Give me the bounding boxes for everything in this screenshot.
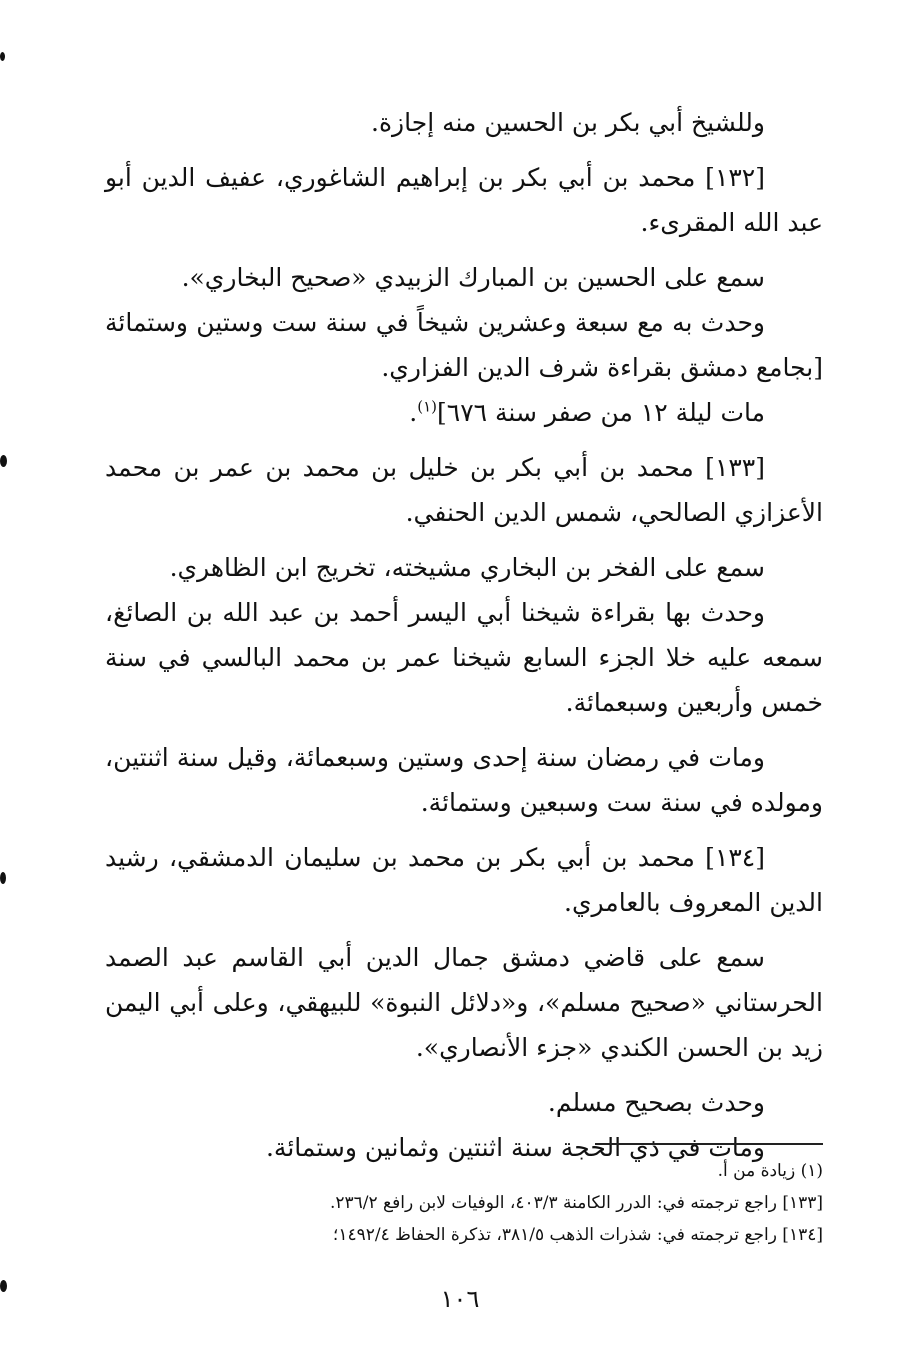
paragraph-7: وحدث بها بقراءة شيخنا أبي اليسر أحمد بن عبد الله بن الصائغ، سمعه عليه خلا الجزء السابع شيخنا عمر بن محمد البالسي في سنة خمس وأربعين وسبعمائة.	[105, 598, 823, 717]
paragraph-entry-132: [١٣٢] محمد بن أبي بكر بن إبراهيم الشاغوري، عفيف الدين أبو عبد الله المقرىء.	[105, 163, 823, 237]
paragraph-10: سمع على قاضي دمشق جمال الدين أبي القاسم عبد الصمد الحرستاني «صحيح مسلم»، و«دلائل النبوة» للبيهقي، وعلى أبي اليمن زيد بن الحسن الكندي «جزء الأنصاري».	[105, 943, 823, 1062]
paragraph-2: سمع على الحسين بن المبارك الزبيدي «صحيح البخاري».	[181, 263, 765, 292]
page-number: ١٠٦	[440, 1285, 480, 1313]
paragraph-11: وحدث بصحيح مسلم.	[547, 1088, 765, 1117]
footnote-1: (١) زيادة من أ.	[717, 1161, 823, 1181]
footnote-133: [١٣٣] راجع ترجمته في: الدرر الكامنة ٤٠٣/٣، الوفيات لابن رافع ٢٣٦/٢.	[329, 1193, 823, 1213]
footnote-ref: (١)	[417, 397, 438, 416]
paragraph-4-text: مات ليلة ١٢ من صفر سنة ٦٧٦]	[437, 398, 765, 427]
paragraph-3: وحدث به مع سبعة وعشرين شيخاً في سنة ست وستين وستمائة [بجامع دمشق بقراءة شرف الدين الفزاري.	[105, 308, 823, 382]
paragraph-12: ومات في ذي الحجة سنة اثنتين وثمانين وستمائة.	[265, 1133, 765, 1162]
main-text	[105, 100, 823, 1170]
paragraph-0: وللشيخ أبي بكر بن الحسين منه إجازة.	[371, 108, 765, 137]
scan-mark-bottom-left	[0, 1280, 7, 1292]
scan-mark-top-left	[0, 52, 5, 61]
paragraph-entry-134: [١٣٤] محمد بن أبي بكر بن محمد بن سليمان الدمشقي، رشيد الدين المعروف بالعامري.	[105, 843, 823, 917]
paragraph-8: ومات في رمضان سنة إحدى وستين وسبعمائة، وقيل سنة اثنتين، ومولده في سنة ست وسبعين وستمائة.	[105, 743, 823, 817]
footnote-134: [١٣٤] راجع ترجمته في: شذرات الذهب ٣٨١/٥، تذكرة الحفاظ ١٤٩٢/٤؛	[332, 1225, 823, 1245]
paragraph-6: سمع على الفخر بن البخاري مشيخته، تخريج ابن الظاهري.	[169, 553, 765, 582]
paragraph-4-end: .	[409, 398, 418, 427]
paragraph-4	[105, 390, 823, 435]
scan-mark-mid-left	[0, 455, 7, 467]
footnotes	[250, 1155, 823, 1251]
paragraph-entry-133: [١٣٣] محمد بن أبي بكر بن خليل بن محمد بن عمر بن محمد الأعزازي الصالحي، شمس الدين الحنفي.	[105, 453, 823, 527]
footnote-divider	[595, 1143, 823, 1145]
scan-mark-lower-left	[0, 872, 6, 884]
